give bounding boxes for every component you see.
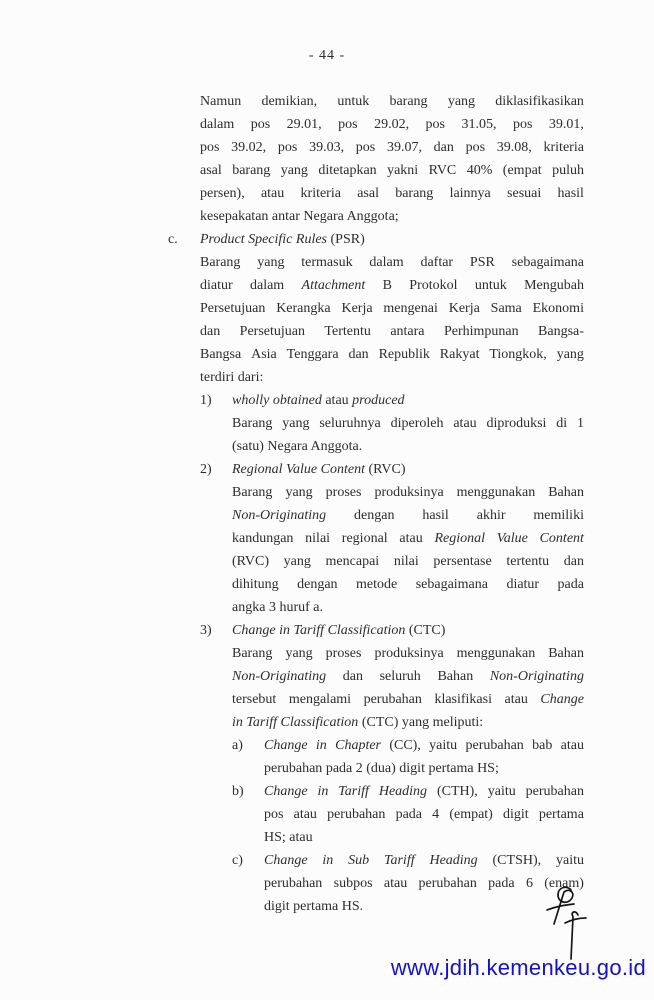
text-line: pos atau perubahan pada 4 (empat) digit pertama <box>264 807 584 822</box>
text-line: perubahan subpos atau perubahan pada 6 (enam) <box>264 876 584 891</box>
text-line: HS; atau <box>264 830 313 845</box>
lettered-item <box>232 734 584 780</box>
text-line: Namun demikian, untuk barang yang diklasifikasikan <box>200 94 584 109</box>
text-line: 1) wholly obtained atau produced <box>232 389 584 412</box>
text-line: Barang yang termasuk dalam daftar PSR sebagaimana <box>200 255 584 270</box>
text-line: Non-Originating dan seluruh Bahan Non-Originating <box>232 669 584 684</box>
numbered-item <box>200 458 584 619</box>
list-marker: 1) <box>200 393 212 408</box>
text-line: Bangsa Asia Tenggara dan Republik Rakyat Tiongkok, yang <box>200 347 584 362</box>
list-marker: b) <box>232 784 244 799</box>
page-number: - 44 - <box>308 48 346 63</box>
list-marker: c) <box>232 853 243 868</box>
text-line: tersebut mengalami perubahan klasifikasi atau Change <box>232 692 584 707</box>
text-line: kesepakatan antar Negara Anggota; <box>200 209 399 224</box>
text-line: pos 39.02, pos 39.03, pos 39.07, dan pos 39.08, kriteria <box>200 140 584 155</box>
text-line: in Tariff Classification (CTC) yang meliputi: <box>232 715 484 730</box>
list-marker: a) <box>232 738 243 753</box>
text-line: digit pertama HS. <box>264 899 364 914</box>
intro-paragraph <box>200 90 584 228</box>
paraf-signature-icon <box>533 883 605 965</box>
text-line: Barang yang seluruhnya diperoleh atau diproduksi di 1 <box>232 416 584 431</box>
text-line: perubahan pada 2 (dua) digit pertama HS; <box>264 761 499 776</box>
list-marker: 2) <box>200 462 212 477</box>
lettered-item <box>232 780 584 849</box>
list-marker: c. <box>168 232 178 247</box>
text-line: dan Persetujuan Tertentu antara Perhimpunan Bangsa- <box>200 324 584 339</box>
text-line: c. Product Specific Rules (PSR) <box>200 228 584 251</box>
text-line: kandungan nilai regional atau Regional Value Content <box>232 531 584 546</box>
text-line: asal barang yang ditetapkan yakni RVC 40% (empat puluh <box>200 163 584 178</box>
text-line: dihitung dengan metode sebagaimana diatur pada <box>232 577 584 592</box>
text-line: dalam pos 29.01, pos 29.02, pos 31.05, pos 39.01, <box>200 117 584 132</box>
list-marker: 3) <box>200 623 212 638</box>
numbered-list <box>200 389 584 918</box>
text-line: a) Change in Chapter (CC), yaitu perubahan bab atau <box>264 734 584 757</box>
item-c <box>168 228 584 918</box>
text-line: diatur dalam Attachment B Protokol untuk Mengubah <box>200 278 584 293</box>
document-body <box>168 90 584 918</box>
text-line: (RVC) yang mencapai nilai persentase tertentu dan <box>232 554 584 569</box>
text-line: terdiri dari: <box>200 370 264 385</box>
text-line: Non-Originating dengan hasil akhir memiliki <box>232 508 584 523</box>
text-line: (satu) Negara Anggota. <box>232 439 363 454</box>
text-line: Barang yang proses produksinya menggunakan Bahan <box>232 646 584 661</box>
text-line: 3) Change in Tariff Classification (CTC) <box>232 619 584 642</box>
text-line: b) Change in Tariff Heading (CTH), yaitu perubahan <box>264 780 584 803</box>
item-c-text <box>168 228 584 389</box>
text-line: c) Change in Sub Tariff Heading (CTSH), yaitu <box>264 849 584 872</box>
text-line: Barang yang proses produksinya menggunakan Bahan <box>232 485 584 500</box>
text-line: angka 3 huruf a. <box>232 600 323 615</box>
text-line: 2) Regional Value Content (RVC) <box>232 458 584 481</box>
text-line: Persetujuan Kerangka Kerja mengenai Kerja Sama Ekonomi <box>200 301 584 316</box>
numbered-item <box>200 389 584 458</box>
footer-url-link[interactable]: www.jdih.kemenkeu.go.id <box>390 955 646 980</box>
numbered-item <box>200 619 584 918</box>
text-line: persen), atau kriteria asal barang lainnya sesuai hasil <box>200 186 584 201</box>
